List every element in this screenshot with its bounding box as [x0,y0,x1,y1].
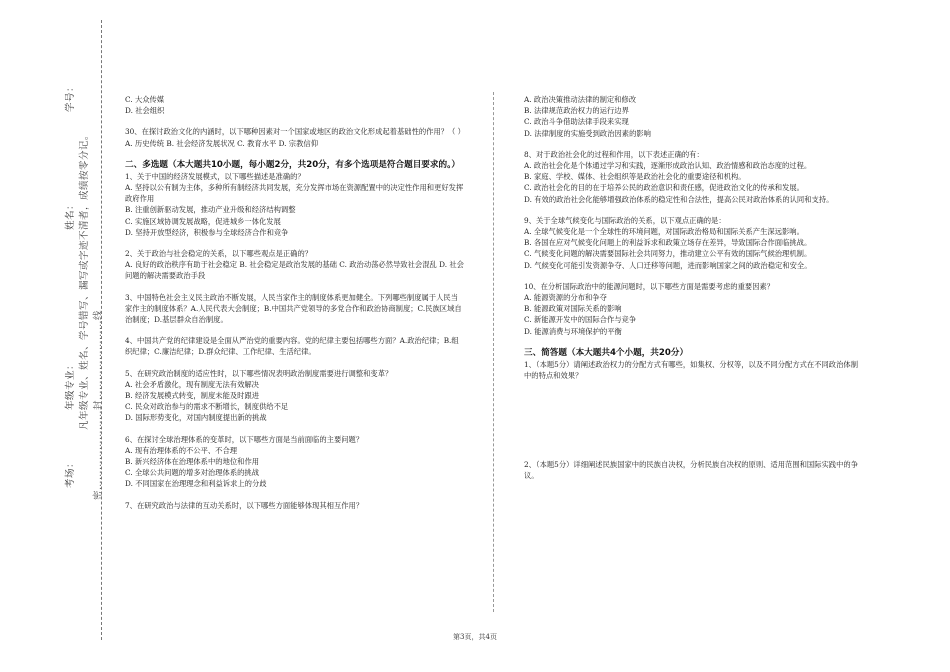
mc-question-7: 7、在研究政治与法律的互动关系时，以下哪些方面能够体现其相互作用？ [125,500,364,510]
student-id-label: 学号： [65,81,76,112]
section-2-title: 二、多选题（本大题共10小题，每小题2分，共20分，有多个选项是符合题目要求的。） [125,159,460,170]
prev-option-c: C. 大众传媒 [125,95,165,104]
mc-q7-option-b: B. 法律规范政治权力的运行边界 [524,106,629,116]
question-30-options: A. 历史传统 B. 社会经济发展状况 C. 教育水平 D. 宗教信仰 [125,138,318,148]
mc-q8-option-b: B. 家庭、学校、媒体、社会组织等是政治社会化的重要途径和机构。 [524,172,746,182]
mc-q9-option-d: D. 气候变化可能引发资源争夺、人口迁移等问题，进而影响国家之间的政治稳定和安全。 [524,260,812,270]
left-column [125,94,465,511]
short-answer-2: 2、（本题5分）详细阐述民族国家中的民族自决权，分析民族自决权的原则、适用范围和国际实践中的争议。 [524,460,858,481]
mc-q7-option-c: C. 政治斗争借助法律手段来实现 [524,117,629,127]
grade-major-label: 年级专业： [65,359,76,410]
mc-q6-option-b: B. 新兴经济体在治理体系中的地位和作用 [125,457,260,467]
mc-question-5: 5、在研究政治制度的适应性时，以下哪些情况表明政治制度需要进行调整和变革？ [125,368,393,378]
mc-question-9: 9、关于全球气候变化与国际政治的关系，以下观点正确的是： [524,215,726,225]
mc-q6-option-d: D. 不同国家在治理理念和利益诉求上的分歧 [125,479,267,489]
seal-line-text: 密……………………封……………………线 [93,309,104,500]
mc-q1-option-c: C. 实施区域协调发展战略，促进城乡一体化发展 [125,216,281,226]
short-answer-1: 1、（本题5分）请阐述政治权力的分配方式有哪些，如集权、分权等，以及不同分配方式在不同政治体制中的特点和效果？ [524,359,858,381]
mc-q2-options: A. 良好的政治秩序有助于社会稳定 B. 社会稳定是政治发展的基础 C. 政治动荡必然导致社会混乱 D. 社会问题的解决需要政治手段 [125,260,464,281]
mc-q10-option-c: C. 新能源开发中的国际合作与竞争 [524,315,637,325]
mc-q7-option-a: A. 政治决策推动法律的制定和修改 [524,95,637,104]
prev-option-d: D. 社会组织 [125,106,165,116]
exam-room-label: 考场： [65,457,76,488]
mc-q5-option-d: D. 国际形势变化，对国内制度提出新的挑战 [125,413,267,423]
mc-q6-option-a: A. 现有治理体系的不公平、不合理 [125,445,238,455]
mc-question-3: 3、中国特色社会主义民主政治不断发展，人民当家作主的制度体系更加健全。下列哪些制度属于人民当家作主的制度体系？A.人民代表大会制度；B.中国共产党领导的多党合作和政治协商制度；C.民族区域自治制度；D.基层群众自治制度。 [125,292,462,325]
mc-q5-option-b: B. 经济发展模式转变，制度未能及时跟进 [125,391,260,401]
answer-space-1[interactable] [524,381,864,459]
section-3-title: 三、简答题（本大题共4个小题，共20分） [524,347,689,358]
binding-notice: 凡年级专业、姓名、学号错写、漏写或字迹不清者，成绩按零分记。 [79,129,90,430]
mc-question-8: 8、对于政治社会化的过程和作用，以下表述正确的有： [524,149,704,159]
mc-q9-option-b: B. 各国在应对气候变化问题上的利益诉求和政策立场存在差异，导致国际合作面临挑战。 [524,238,812,248]
mc-q10-option-d: D. 能源消费与环境保护的平衡 [524,326,622,336]
mc-q9-option-c: C. 气候变化问题的解决需要国际社会共同努力，推动建立公平有效的国际气候治理机制。 [524,249,812,259]
mc-q10-option-a: A. 能源资源的分布和争夺 [524,293,607,303]
mc-q8-option-a: A. 政治社会化是个体通过学习和实践，逐渐形成政治认知、政治情感和政治态度的过程。 [524,161,812,171]
mc-q1-option-b: B. 注重创新驱动发展，推动产业升级和经济结构调整 [125,205,296,215]
mc-question-2: 2、关于政治与社会稳定的关系，以下哪些观点是正确的？ [125,249,313,259]
mc-q5-option-a: A. 社会矛盾激化，现有制度无法有效解决 [125,379,259,389]
mc-question-1: 1、关于中国的经济发展模式，以下哪些描述是准确的？ [125,171,305,181]
mc-q8-option-c: C. 政治社会化的目的在于培养公民的政治意识和责任感，促进政治文化的传承和发展。 [524,183,804,193]
mc-q7-option-d: D. 法律制度的实施受到政治因素的影响 [524,128,651,138]
mc-question-4: 4、中国共产党的纪律建设是全面从严治党的重要内容。党的纪律主要包括哪些方面？A.政治纪律；B.组织纪律；C.廉洁纪律；D.群众纪律、工作纪律、生活纪律。 [125,336,459,357]
mc-q5-option-c: C. 民众对政治参与的需求不断增长，制度供给不足 [125,402,289,412]
mc-question-6: 6、在探讨全球治理体系的变革时，以下哪些方面是当前面临的主要问题？ [125,434,364,444]
question-30: 30、在探讨政治文化的内涵时，以下哪种因素对一个国家或地区的政治文化形成起着基础性的作用？（ ） [125,127,465,137]
mc-q8-option-d: D. 有效的政治社会化能够增强政治体系的稳定性和合法性，提高公民对政治体系的认同和支持。 [524,194,834,204]
right-column [524,94,864,482]
mc-q10-option-b: B. 能源政策对国际关系的影响 [524,304,622,314]
mc-question-10: 10、在分析国际政治中的能源问题时，以下哪些方面是需要考虑的重要因素？ [524,281,775,291]
name-label: 姓名： [65,199,76,230]
mc-q1-option-d: D. 坚持开放型经济，积极参与全球经济合作和竞争 [125,227,289,237]
mc-q9-option-a: A. 全球气候变化是一个全球性的环境问题，对国际政治格局和国际关系产生深远影响。 [524,227,804,237]
mc-q6-option-c: C. 全球公共问题的增多对治理体系的挑战 [125,468,260,478]
page-number: 第3页，共4页 [453,633,497,641]
column-divider [493,92,494,612]
mc-q1-option-a: A. 坚持以公有制为主体，多种所有制经济共同发展，充分发挥市场在资源配置中的决定性作用和更好发挥政府作用 [125,183,464,204]
